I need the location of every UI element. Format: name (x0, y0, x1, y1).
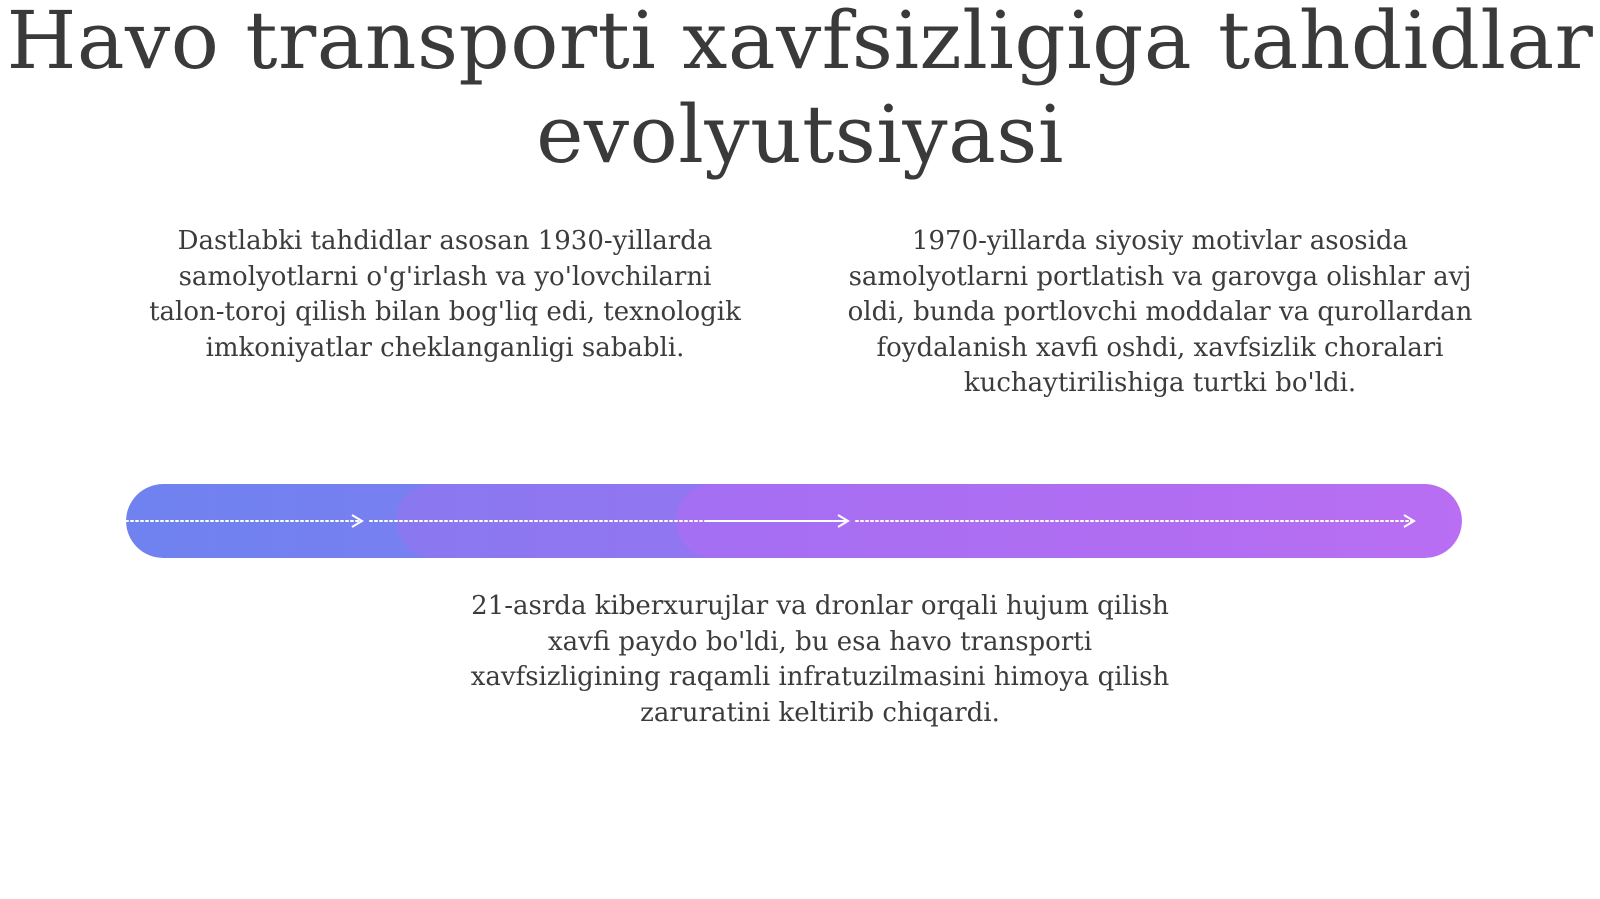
dotted-arrow-icon (856, 515, 1414, 527)
dotted-arrow-icon (370, 515, 848, 527)
era-1970s-text: 1970-yillarda siyosiy motivlar asosida samolyotlarni portlatish va garovga olishlar avj oldi, bunda portlovchi moddalar va qurollardan foydalanish xavfi oshdi, xavfsizlik choralari kuchaytirilishiga turtki bo'ldi. (847, 226, 1473, 398)
era-21st-century-text: 21-asrda kiberxurujlar va dronlar orqali hujum qilish xavfi paydo bo'ldi, bu esa havo transporti xavfsizligining raqamli infratuzilmasini himoya qilish zaruratini keltirib chiqardi. (470, 591, 1170, 728)
dotted-arrow-icon (126, 515, 362, 527)
timeline-arrows (126, 484, 1462, 558)
timeline-bar (126, 484, 1462, 558)
era-1930s-text: Dastlabki tahdidlar asosan 1930-yillarda samolyotlarni o'g'irlash va yo'lovchilarni talon-toroj qilish bilan bog'liq edi, texnologik imkoniyatlar cheklanganligi sababli. (149, 226, 741, 363)
page-title: Havo transporti xavfsizligiga tahdidlar evolyutsiyasi (6, 0, 1594, 181)
